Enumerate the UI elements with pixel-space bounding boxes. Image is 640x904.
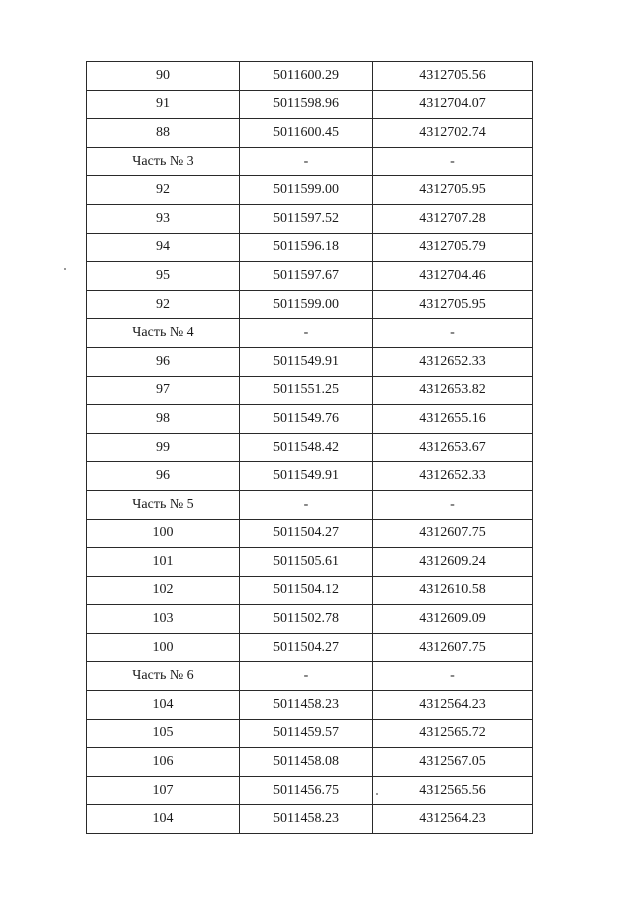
point-number-cell: 92 xyxy=(87,290,240,319)
point-number-cell: 103 xyxy=(87,605,240,634)
section-row xyxy=(87,662,533,691)
x-coordinate-cell: 5011551.25 xyxy=(240,376,373,405)
coordinates-table-body xyxy=(87,62,533,834)
x-coordinate-cell: 5011599.00 xyxy=(240,290,373,319)
y-coordinate-cell: 4312705.95 xyxy=(373,290,533,319)
x-coordinate-cell: - xyxy=(240,147,373,176)
x-coordinate-cell: 5011504.27 xyxy=(240,519,373,548)
y-coordinate-cell: 4312702.74 xyxy=(373,119,533,148)
point-number-cell: 101 xyxy=(87,548,240,577)
coordinates-table xyxy=(86,61,533,834)
x-coordinate-cell: 5011596.18 xyxy=(240,233,373,262)
table-row xyxy=(87,262,533,291)
x-coordinate-cell: 5011549.91 xyxy=(240,347,373,376)
x-coordinate-cell: 5011504.12 xyxy=(240,576,373,605)
x-coordinate-cell: 5011600.29 xyxy=(240,62,373,91)
point-number-cell: 106 xyxy=(87,748,240,777)
y-coordinate-cell: 4312609.24 xyxy=(373,548,533,577)
point-number-cell: Часть № 6 xyxy=(87,662,240,691)
y-coordinate-cell: 4312705.56 xyxy=(373,62,533,91)
table-row xyxy=(87,376,533,405)
point-number-cell: 95 xyxy=(87,262,240,291)
x-coordinate-cell: 5011458.08 xyxy=(240,748,373,777)
x-coordinate-cell: 5011504.27 xyxy=(240,633,373,662)
y-coordinate-cell: 4312607.75 xyxy=(373,633,533,662)
point-number-cell: 90 xyxy=(87,62,240,91)
x-coordinate-cell: 5011600.45 xyxy=(240,119,373,148)
point-number-cell: 94 xyxy=(87,233,240,262)
point-number-cell: Часть № 5 xyxy=(87,490,240,519)
table-row xyxy=(87,605,533,634)
point-number-cell: 96 xyxy=(87,347,240,376)
point-number-cell: 104 xyxy=(87,691,240,720)
y-coordinate-cell: 4312705.79 xyxy=(373,233,533,262)
y-coordinate-cell: 4312652.33 xyxy=(373,347,533,376)
point-number-cell: 96 xyxy=(87,462,240,491)
point-number-cell: 88 xyxy=(87,119,240,148)
y-coordinate-cell: 4312655.16 xyxy=(373,405,533,434)
point-number-cell: Часть № 4 xyxy=(87,319,240,348)
x-coordinate-cell: 5011456.75 xyxy=(240,776,373,805)
table-row xyxy=(87,633,533,662)
x-coordinate-cell: 5011502.78 xyxy=(240,605,373,634)
section-row xyxy=(87,490,533,519)
table-row xyxy=(87,748,533,777)
point-number-cell: 102 xyxy=(87,576,240,605)
table-row xyxy=(87,62,533,91)
y-coordinate-cell: 4312564.23 xyxy=(373,805,533,834)
scan-speck xyxy=(64,268,66,270)
y-coordinate-cell: 4312704.46 xyxy=(373,262,533,291)
y-coordinate-cell: - xyxy=(373,319,533,348)
x-coordinate-cell: 5011599.00 xyxy=(240,176,373,205)
x-coordinate-cell: - xyxy=(240,490,373,519)
y-coordinate-cell: - xyxy=(373,662,533,691)
point-number-cell: 99 xyxy=(87,433,240,462)
x-coordinate-cell: 5011597.67 xyxy=(240,262,373,291)
table-row xyxy=(87,347,533,376)
point-number-cell: 98 xyxy=(87,405,240,434)
point-number-cell: 100 xyxy=(87,519,240,548)
y-coordinate-cell: 4312607.75 xyxy=(373,519,533,548)
x-coordinate-cell: 5011458.23 xyxy=(240,691,373,720)
point-number-cell: Часть № 3 xyxy=(87,147,240,176)
point-number-cell: 104 xyxy=(87,805,240,834)
y-coordinate-cell: 4312567.05 xyxy=(373,748,533,777)
table-row xyxy=(87,290,533,319)
table-row xyxy=(87,90,533,119)
y-coordinate-cell: 4312707.28 xyxy=(373,204,533,233)
point-number-cell: 100 xyxy=(87,633,240,662)
x-coordinate-cell: - xyxy=(240,319,373,348)
table-row xyxy=(87,462,533,491)
x-coordinate-cell: 5011598.96 xyxy=(240,90,373,119)
table-row xyxy=(87,204,533,233)
y-coordinate-cell: 4312610.58 xyxy=(373,576,533,605)
table-row xyxy=(87,519,533,548)
x-coordinate-cell: 5011505.61 xyxy=(240,548,373,577)
table-row xyxy=(87,233,533,262)
table-row xyxy=(87,176,533,205)
table-row xyxy=(87,719,533,748)
x-coordinate-cell: 5011549.91 xyxy=(240,462,373,491)
table-row xyxy=(87,548,533,577)
x-coordinate-cell: - xyxy=(240,662,373,691)
y-coordinate-cell: 4312609.09 xyxy=(373,605,533,634)
x-coordinate-cell: 5011459.57 xyxy=(240,719,373,748)
section-row xyxy=(87,319,533,348)
y-coordinate-cell: 4312653.82 xyxy=(373,376,533,405)
y-coordinate-cell: - xyxy=(373,490,533,519)
point-number-cell: 93 xyxy=(87,204,240,233)
table-row xyxy=(87,691,533,720)
section-row xyxy=(87,147,533,176)
table-row xyxy=(87,776,533,805)
x-coordinate-cell: 5011597.52 xyxy=(240,204,373,233)
x-coordinate-cell: 5011458.23 xyxy=(240,805,373,834)
table-row xyxy=(87,405,533,434)
table-row xyxy=(87,576,533,605)
y-coordinate-cell: 4312704.07 xyxy=(373,90,533,119)
table-row xyxy=(87,433,533,462)
point-number-cell: 107 xyxy=(87,776,240,805)
table-row xyxy=(87,119,533,148)
point-number-cell: 91 xyxy=(87,90,240,119)
y-coordinate-cell: 4312652.33 xyxy=(373,462,533,491)
point-number-cell: 105 xyxy=(87,719,240,748)
x-coordinate-cell: 5011548.42 xyxy=(240,433,373,462)
point-number-cell: 92 xyxy=(87,176,240,205)
y-coordinate-cell: - xyxy=(373,147,533,176)
y-coordinate-cell: 4312653.67 xyxy=(373,433,533,462)
y-coordinate-cell: 4312705.95 xyxy=(373,176,533,205)
point-number-cell: 97 xyxy=(87,376,240,405)
table-row xyxy=(87,805,533,834)
x-coordinate-cell: 5011549.76 xyxy=(240,405,373,434)
y-coordinate-cell: 4312565.72 xyxy=(373,719,533,748)
y-coordinate-cell: 4312565.56 xyxy=(373,776,533,805)
y-coordinate-cell: 4312564.23 xyxy=(373,691,533,720)
